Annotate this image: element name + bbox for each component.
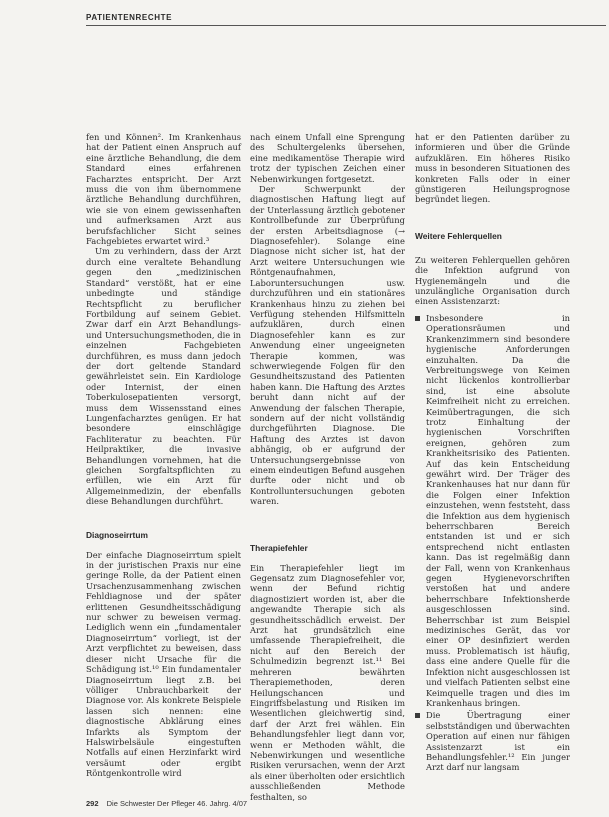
list-item (415, 710, 570, 772)
paragraph: Um zu verhindern, dass der Arzt durch eine veraltete Behandlung gegen den „medizinischen Standard“ verstößt, hat er eine unbedingte und ständige Rechtspflicht zu beruflicher Fortbildung auf seinem Gebiet. Zwar darf ein Arzt Behandlungs- und Untersuchungsmethoden, die in einzelnen Fachgebieten durchführen, es muss dann jedoch der dort geltende Standard gewährleistet sein. Ein Kardiologe oder Internist, der einen Toberkulosepatienten versorgt, muss dem Wissensstand eines Lungenfacharztes genügen. Er hat besondere einschlägige Fachliteratur zu beachten. Für Heilpraktiker, die invasive Behandlungen vornehmen, hat die gleichen Sorgfaltspflichten zu erfüllen, wie ein Arzt für Allgemeinmedizin, der ebenfalls diese Behandlungen durchführt. (86, 246, 241, 507)
paragraph: Zu weiteren Fehlerquellen gehören die Infektion aufgrund von Hygienemängeln und die unzulängliche Organisation durch einen Assistenzarzt: (415, 254, 570, 307)
paragraph: Der Schwerpunkt der diagnostischen Haftung liegt auf der Unterlassung ärztlich gebotener Kontrollbefunde zur Überprüfung der ersten Arbeitsdiagnose (→ Diagnosefehler). Solange eine Diagnose nicht sicher ist, hat der Arzt weitere Untersuchungen wie Röntgenaufnahmen, Laboruntersuchungen usw. durchzuführen und ein stationäres Krankenhaus hinzu zu ziehen bei Verfügung stehenden Hilfsmitteln aufzuklären, durch einen Diagnosefehler kann es zur Anwendung einer ungeeigneten Therapie kommen, was schwerwiegende Folgen für den Gesundheitszustand des Patienten haben kann. Die Haftung des Arztes beruht dann nicht auf der Anwendung der falschen Therapie, sondern auf der nicht vollständig durchgeführten Diagnose. Die Haftung des Arztes ist davon abhängig, ob er aufgrund der Untersuchungsergebnisse von einem eindeutigen Befund ausgehen durfte oder nicht und ob Kontrolluntersuchungen geboten waren. (250, 184, 405, 507)
page-footer (86, 799, 247, 808)
bullet-list (415, 313, 570, 773)
list-item-text: Die Übertragung einer selbstständigen und überwachten Operation auf einen nur fähigen Assistenzarzt ist ein Behandlungsfehler.¹² Ein junger Arzt darf nur langsam (426, 710, 570, 773)
square-bullet-icon (415, 713, 420, 718)
paragraph: nach einem Unfall eine Sprengung des Schultergelenks übersehen, eine medikamentöse Therapie wird trotz der typischen Zeichen einer Nebenwirkungen fortgesetzt. (250, 132, 405, 184)
list-item-text: Insbesondere in Operationsräumen und Krankenzimmern sind besondere hygienische Anforderungen einzuhalten. Da die Verbreitungswege von Keimen nicht lückenlos kontrollierbar sind, ist eine absolute Keimfreiheit nicht zu erreichen. Keimübertragungen, die sich trotz Einhaltung der hygienischen Vorschriften ereignen, gehören zum Krankheitsrisiko des Patienten. Auf das kein Entscheidung gewährt wird. Der Träger des Krankenhauses hat nur dann für die Folgen einer Infektion einzustehen, wenn feststeht, dass die Infektion aus dem hygienisch beherrschbaren Bereich entstanden ist und er sich entsprechend nicht entlasten kann. Das ist regelmäßig dann der Fall, wenn von Krankenhaus gegen Hygienevorschriften verstoßen hat und andere beherrschbare Infektionsherde ausgeschlossen sind. Beherrschbar ist zum Beispiel medizinisches Gerät, das vor einer OP desinfiziert werden muss. Problematisch ist häufig, dass eine andere Quelle für die Infektion nicht ausgeschlossen ist und vielfach Patienten selbst eine Keimquelle tragen und dies im Krankenhaus bringen. (426, 312, 570, 708)
section-label: PATIENTENRECHTE (86, 13, 173, 22)
square-bullet-icon (415, 316, 420, 321)
header-divider (86, 25, 606, 26)
paragraph: fen und Können². Im Krankenhaus hat der Patient einen Anspruch auf eine ärztliche Behandlung, die dem Standard eines erfahrenen Facharztes entspricht. Der Arzt muss die von ihm übernommene ärztliche Behandlung durchführen, wie sie von einem gewissenhaften und aufmerksamen Arzt aus berufsfachlicher Sicht seines Fachgebietes erwartet wird.³ (86, 132, 241, 247)
journal-reference: Die Schwester Der Pfleger 46. Jahrg. 4/07 (106, 799, 248, 808)
list-item (415, 313, 570, 708)
paragraph: Der einfache Diagnoseirrtum spielt in der juristischen Praxis nur eine geringe Rolle, da der Patient einen Ursachenzusammenhang zwischen Fehldiagnose und der später erlittenen Gesundheitsschädigung nur schwer zu beweisen vermag. Lediglich wenn ein „fundamentaler Diagnoseirrtum“ vorliegt, ist der Arzt verpflichtet zu beweisen, dass dieser nicht Ursache für die Schädigung ist.¹⁰ Ein fundamentaler Diagnoseirrtum liegt z.B. bei völliger Unbrauchbarkeit der Diagnose vor. Als konkrete Beispiele lassen sich nennen: eine diagnostische Abklärung eines Infarkts als Symptom der Halswirbelsäule eingestuften Notfalls auf einen Herzinfarkt wird versäumt oder ergibt Röntgenkontrolle wird (86, 549, 241, 779)
section-heading-therapiefehler: Therapiefehler (250, 542, 308, 553)
text-column-1 (86, 132, 241, 779)
text-column-3 (415, 132, 570, 775)
paragraph: hat er den Patienten darüber zu informieren und über die Gründe aufzuklären. Ein höheres Risiko muss in besonderen Situationen des konkreten Falls oder in einer günstigeren Heilungsprognose begründet liegen. (415, 132, 570, 205)
section-heading-weitere-fehlerquellen: Weitere Fehlerquellen (415, 230, 502, 241)
section-heading-diagnoseirrtum: Diagnoseirrtum (86, 529, 148, 540)
page-number: 292 (86, 799, 99, 808)
paragraph: Ein Therapiefehler liegt im Gegensatz zum Diagnosefehler vor, wenn der Befund richtig diagnostiziert worden ist, aber die angewandte Therapie sich als gesundheitsschädlich erweist. Der Arzt hat grundsätzlich eine umfassende Therapiefreiheit, die nicht auf den Bereich der Schulmedizin begrenzt ist.¹¹ Bei mehreren bewährten Therapiemethoden, deren Heilungschancen und Eingriffsbelastung und Risiken im Wesentlichen gleichwertig sind, darf der Arzt frei wählen. Ein Behandlungsfehler liegt dann vor, wenn er Methoden wählt, die Nebenwirkungen und wesentliche Risiken verursachen, wenn der Arzt als einer überholten oder ersichtlich ausschließenden Methode festhalten, so (250, 562, 405, 802)
text-column-2 (250, 132, 405, 802)
